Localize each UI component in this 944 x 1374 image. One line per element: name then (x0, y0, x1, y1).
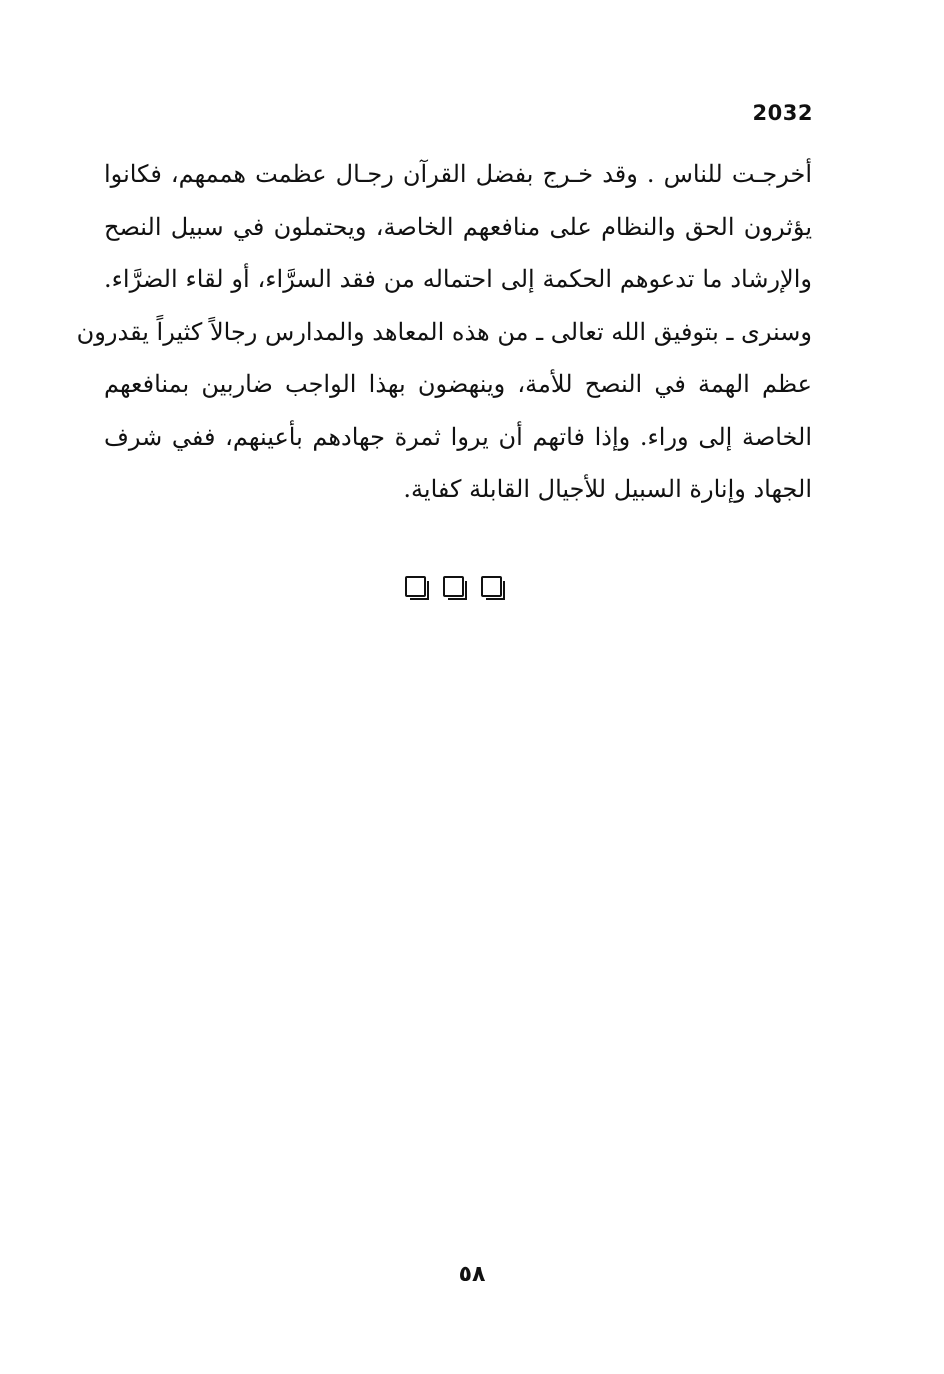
book-code: 2032 (752, 101, 813, 125)
text-line: والإرشاد ما تدعوهم الحكمة إلى احتماله من فقد السرَّاء، أو لقاء الضرَّاء. (104, 265, 812, 293)
square-box-icon (443, 576, 464, 597)
square-box-icon (481, 576, 502, 597)
body-paragraph (76, 148, 812, 516)
text-line: يؤثرون الحق والنظام على منافعهم الخاصة، ويحتملون في سبيل النصح (104, 212, 812, 241)
page-number: ٥٨ (458, 1262, 486, 1287)
square-box-icon (405, 576, 426, 597)
text-line: أخرجـت للناس . وقد خـرج بفضل القرآن رجـال عظمت هممهم، فكانوا (104, 160, 812, 188)
text-line: الخاصة إلى وراء. وإذا فاتهم أن يروا ثمرة جهادهم بأعينهم، ففي شرف (104, 422, 812, 451)
text-line: عظم الهمة في النصح للأمة، وينهضون بهذا الواجب ضاربين بمنافعهم (104, 370, 812, 398)
text-line: وسنرى ـ بتوفيق الله تعالى ـ من هذه المعاهد والمدارس رجالاً كثيراً يقدرون (76, 317, 812, 346)
section-end-ornament-icon (405, 576, 502, 597)
text-line: الجهاد وإنارة السبيل للأجيال القابلة كفاية. (403, 475, 812, 503)
